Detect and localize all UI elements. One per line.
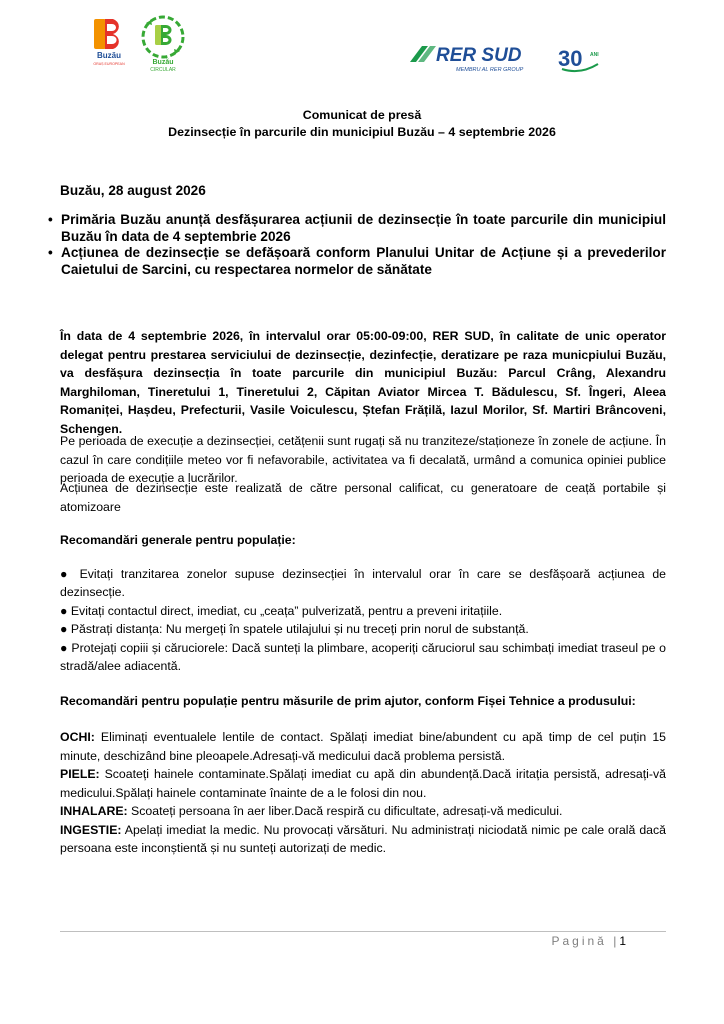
rer-sud-name: RER SUD	[436, 45, 522, 66]
circular-logo-name: Buzău	[152, 59, 174, 66]
circular-logo-tagline: CIRCULAR	[150, 67, 176, 73]
anniversary-tagline: ANI	[590, 52, 599, 58]
recommendation-item: ● Păstrați distanța: Nu mergeți în spatele utilajului și nu treceți prin norul de substanță.	[60, 622, 529, 637]
first-aid-item	[60, 821, 666, 858]
recommendation-item: ● Evitați contactul direct, imediat, cu „ceața” pulverizată, pentru a preveni iritațiile.	[60, 603, 503, 618]
summary-bullet: • Acțiunea de dezinsecție se defășoară conform Planului Unitar de Acțiune și a prevederilor Caietului de Sarcini, cu respectarea normelor de sănătate	[48, 245, 666, 278]
page-footer	[551, 934, 626, 948]
first-aid-label: OCHI:	[60, 730, 95, 744]
first-aid-text: Scoateți persoana în aer liber.Dacă respiră cu dificultate, adresați-vă medicului.	[127, 804, 563, 818]
anniversary-number: 30	[558, 46, 583, 71]
general-recommendations-heading: Recomandări generale pentru populație:	[60, 533, 296, 547]
first-aid-item	[60, 765, 666, 802]
buzau-logo	[91, 16, 127, 68]
first-aid-label: INHALARE:	[60, 804, 128, 818]
first-aid-text: Apelați imediat la medic. Nu provocați vărsături. Nu administrați niciodată nimic pe cale orală dacă persoana este inconștientă și nu sunteți autorizați de medic.	[60, 822, 666, 855]
body-paragraph: Pe perioada de execuție a dezinsecției, cetățenii sunt rugați să nu tranziteze/staționeze în zonele de acțiune. În cazul în care condițiile meteo vor fi nefavorabile, activitatea va fi decalată, urmând a comunica opiniei publice perioada de execuție a lucrărilor.	[60, 434, 666, 485]
buzau-circular-logo	[138, 13, 188, 73]
page-separator: |	[613, 934, 620, 948]
rer-sud-tagline: MEMBRU AL RER GROUP	[456, 67, 524, 73]
page-number: 1	[619, 934, 626, 948]
footer-divider	[60, 931, 666, 932]
first-aid-item	[60, 728, 666, 765]
page-label: Pagină	[551, 934, 607, 948]
press-release-header	[0, 107, 724, 141]
recommendation-item: ● Protejați copiii și căruciorele: Dacă sunteți la plimbare, acoperiți căruciorul sau schimbați imediat traseul pe o stradă/alee adiacentă.	[60, 640, 666, 674]
rer-sud-logo	[406, 40, 548, 76]
first-aid-section	[60, 728, 666, 858]
first-aid-label: PIELE:	[60, 767, 100, 781]
intro-paragraph: În data de 4 septembrie 2026, în intervalul orar 05:00-09:00, RER SUD, în calitate de unic operator delegat pentru prestarea serviciului de dezinsecție, dezinfecție, deratizare pe raza municpiului Buzău, va desfășura dezinsecția în toate parcurile din municipiul Buzău: Parcul Crâng, Alexandru Marghiloman, Tineretului 1, Tineretului 2, Căpitan Aviator Mircea T. Bădulescu, Sf. Îngeri, Aleea Romaniței, Hașdeu, Prefecturii, Vasile Voiculescu, Ștefan Frățilă, Iazul Morilor, Sf. Martiri Brâncoveni, Schengen.	[60, 329, 666, 436]
body-paragraph: Acțiunea de dezinsecție este realizată de către personal calificat, cu generatoare de ceață portabile și atomizoare	[60, 481, 666, 514]
summary-bullet: • Primăria Buzău anunță desfășurarea acțiunii de dezinsecție în toate parcurile din municipiul Buzău în data de 4 septembrie 2026	[48, 212, 666, 245]
recommendation-item: ● Evitați tranzitarea zonelor supuse dezinsecției în intervalul orar în care se desfășoară acțiunea de dezinsecție.	[60, 567, 666, 600]
buzau-logo-tagline: ORAȘ EUROPEAN	[93, 62, 125, 66]
summary-bullets	[48, 212, 666, 278]
anniversary-30-logo	[556, 42, 600, 74]
first-aid-label: INGESTIE:	[60, 822, 122, 837]
first-aid-text: Eliminați eventualele lentile de contact. Spălați imediat bine/abundent cu apă timp de cel puțin 15 minute, deschizând bine pleoapele.Adresați-vă medicului dacă problema persistă.	[60, 730, 666, 763]
general-recommendations-list	[60, 565, 666, 675]
first-aid-item	[60, 802, 666, 821]
first-aid-heading: Recomandări pentru populație pentru măsurile de prim ajutor, conform Fișei Tehnice a produsului:	[60, 694, 636, 708]
document-title: Comunicat de presă	[302, 108, 422, 122]
document-subtitle: Dezinsecție în parcurile din municipiul Buzău – 4 septembrie 2026	[168, 125, 556, 139]
dateline: Buzău, 28 august 2026	[60, 183, 206, 198]
first-aid-text: Scoateți hainele contaminate.Spălați imediat cu apă din abundență.Dacă iritația persistă, adresați-vă medicului.Spălați hainele contaminate înainte de a le folosi din nou.	[60, 767, 666, 800]
buzau-logo-name: Buzău	[97, 51, 121, 60]
